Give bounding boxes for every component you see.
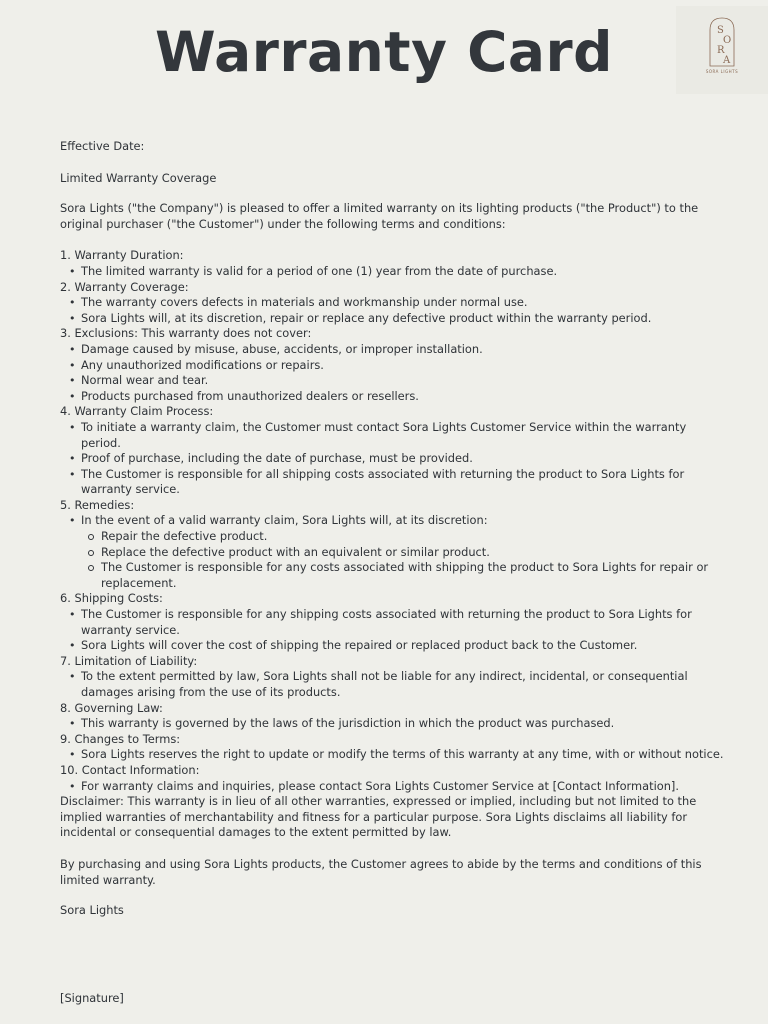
list-item-text: Damage caused by misuse, abuse, accidents, or improper installation. — [81, 341, 483, 356]
list-item — [81, 638, 728, 654]
section-list — [60, 747, 728, 763]
section-heading: 9. Changes to Terms: — [60, 731, 181, 746]
svg-text:A: A — [723, 55, 731, 66]
logo-arch-icon — [676, 6, 768, 94]
brand-logo — [676, 6, 768, 94]
section-list — [60, 607, 728, 654]
list-item-text: The Customer is responsible for any shipping costs associated with returning the product to Sora Lights for warranty service. — [81, 607, 692, 637]
section-heading: 4. Warranty Claim Process: — [60, 404, 214, 419]
sub-list — [81, 529, 728, 591]
section-heading: 10. Contact Information: — [60, 762, 200, 777]
list-item — [81, 669, 728, 700]
agreement-paragraph: By purchasing and using Sora Lights products, the Customer agrees to abide by the terms and conditions of this limited warranty. — [60, 856, 702, 887]
list-item-text: To initiate a warranty claim, the Customer must contact Sora Lights Customer Service within the warranty period. — [81, 419, 687, 450]
section-heading: 7. Limitation of Liability: — [60, 653, 198, 668]
svg-text:S: S — [717, 25, 724, 36]
list-item-text: The limited warranty is valid for a period of one (1) year from the date of purchase. — [81, 263, 558, 278]
sub-list-item: Repair the defective product. — [101, 529, 728, 545]
list-item — [81, 467, 728, 498]
list-item-text: In the event of a valid warranty claim, Sora Lights will, at its discretion: — [81, 513, 488, 528]
section-list — [60, 264, 728, 280]
list-item — [81, 779, 728, 795]
list-item — [81, 358, 728, 374]
list-item — [81, 747, 728, 763]
list-item-text: Proof of purchase, including the date of purchase, must be provided. — [81, 451, 473, 466]
sub-list-item: Replace the defective product with an equivalent or similar product. — [101, 545, 728, 561]
list-item — [81, 389, 728, 405]
sub-list-item: The Customer is responsible for any costs associated with shipping the product to Sora Lights for repair or replacement. — [101, 560, 728, 591]
list-item — [81, 420, 728, 451]
list-item-text: Sora Lights reserves the right to update or modify the terms of this warranty at any time, with or without notice. — [81, 747, 724, 762]
list-item — [81, 373, 728, 389]
section-heading: 3. Exclusions: This warranty does not cover: — [60, 326, 312, 341]
coverage-heading: Limited Warranty Coverage — [60, 170, 217, 185]
list-item — [81, 513, 728, 591]
disclaimer-paragraph: Disclaimer: This warranty is in lieu of all other warranties, expressed or implied, including but not limited to the implied warranties of merchantability and fitness for a particular purpose. Sora Lights disclaims all liability for incidental or consequential damages to the extent permitted by law. — [60, 794, 697, 840]
terms-sections — [60, 248, 728, 794]
section-list — [60, 716, 728, 732]
section-heading: 5. Remedies: — [60, 497, 135, 512]
company-sign: Sora Lights — [60, 903, 124, 918]
section-list — [60, 342, 728, 404]
list-item-text: This warranty is governed by the laws of the jurisdiction in which the product was purchased. — [81, 716, 615, 731]
section-list — [60, 779, 728, 795]
list-item — [81, 311, 728, 327]
section-heading: 1. Warranty Duration: — [60, 248, 184, 263]
effective-date-label: Effective Date: — [60, 139, 145, 153]
list-item — [81, 264, 728, 280]
list-item-text: Sora Lights will, at its discretion, repair or replace any defective product within the warranty period. — [81, 310, 652, 325]
list-item-text: Any unauthorized modifications or repairs. — [81, 357, 324, 372]
list-item — [81, 451, 728, 467]
list-item-text: The Customer is responsible for all shipping costs associated with returning the product to Sora Lights for warranty service. — [81, 466, 685, 497]
page-title: Warranty Card — [154, 20, 614, 84]
list-item — [81, 295, 728, 311]
list-item-text: For warranty claims and inquiries, please contact Sora Lights Customer Service at [Contact Information]. — [81, 778, 679, 793]
list-item-text: Normal wear and tear. — [81, 373, 209, 388]
list-item-text: The warranty covers defects in materials and workmanship under normal use. — [81, 295, 528, 310]
section-list — [60, 295, 728, 326]
signature-placeholder: [Signature] — [60, 991, 124, 1005]
list-item — [81, 607, 728, 638]
svg-text:R: R — [717, 45, 725, 56]
section-list — [60, 513, 728, 591]
svg-text:O: O — [723, 35, 732, 46]
list-item — [81, 342, 728, 358]
list-item-text: Products purchased from unauthorized dealers or resellers. — [81, 388, 419, 403]
section-heading: 6. Shipping Costs: — [60, 591, 163, 606]
logo-caption: SORA LIGHTS — [705, 69, 739, 74]
section-heading: 8. Governing Law: — [60, 700, 163, 715]
warranty-body — [60, 139, 728, 919]
list-item-text: Sora Lights will cover the cost of shipping the repaired or replaced product back to the Customer. — [81, 638, 638, 653]
list-item — [81, 716, 728, 732]
section-list — [60, 669, 728, 700]
section-list — [60, 420, 728, 498]
section-heading: 2. Warranty Coverage: — [60, 279, 189, 294]
list-item-text: To the extent permitted by law, Sora Lights shall not be liable for any indirect, incidental, or consequential damages arising from the use of its products. — [81, 669, 688, 699]
intro-paragraph: Sora Lights ("the Company") is pleased to offer a limited warranty on its lighting products ("the Product") to the original purchaser ("the Customer") under the following terms and conditions: — [60, 201, 699, 231]
